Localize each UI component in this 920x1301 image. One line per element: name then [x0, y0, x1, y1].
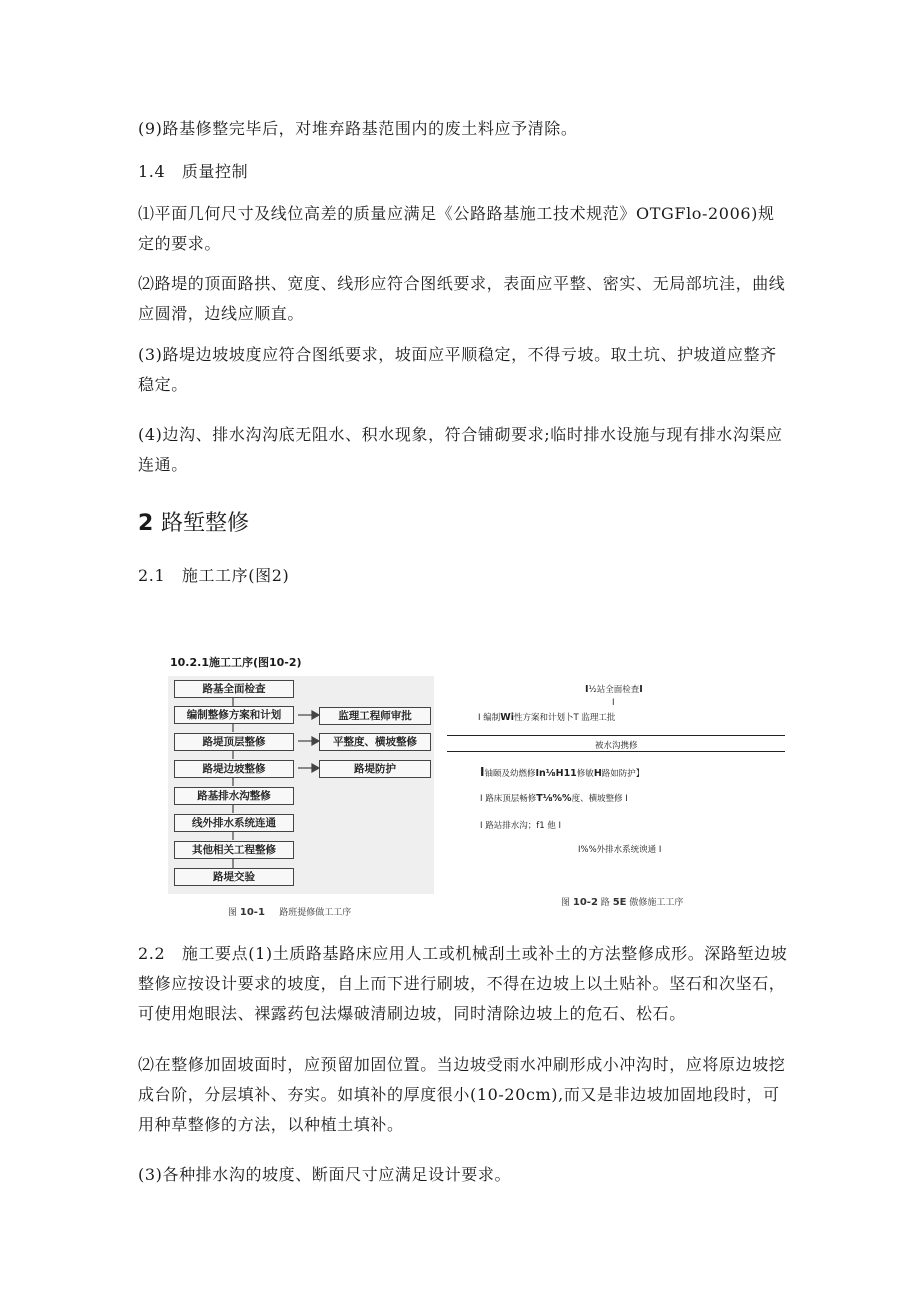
flow-step-6: 线外排水系统连通	[174, 814, 294, 832]
section-title: 路堑整修	[160, 511, 249, 536]
flow-step-8: 路堤交验	[174, 868, 294, 886]
figure-caption-right: 图 10-2 路 5E 傲修施工工序	[561, 897, 684, 908]
right-fig-line-3: I 编制Wi性方案和计划卜T 监理工批	[478, 712, 616, 723]
right-fig-line-1: I½站全面检査I	[585, 684, 643, 695]
flow-step-3: 路堤顶层整修	[174, 733, 294, 751]
paragraph-item-9: (9)路基修整完毕后，对堆弃路基范围内的废土料应予清除。	[138, 119, 578, 138]
flow-step-1: 路基全面检查	[174, 680, 294, 698]
right-fig-line-7: I 路站排水沟；f1 他 I	[480, 821, 562, 831]
flow-step-5: 路基排水沟整修	[174, 787, 294, 805]
flow-step-2: 编制整修方案和计划	[174, 706, 294, 724]
right-fig-rule-bottom	[447, 751, 785, 752]
right-fig-line-8: I%%外排水系统谀通 I	[578, 845, 662, 855]
side-box-protection: 路堤防护	[319, 760, 431, 778]
right-fig-line-4: 被水沟携修	[595, 741, 638, 751]
figure-caption-left: 图 10-1 路班提修做工工序	[228, 907, 352, 918]
right-fig-rule-top	[447, 735, 785, 736]
figure-title: 10.2.1施工工序(图10-2)	[170, 656, 302, 669]
paragraph-quality-1: ⑴平面几何尺寸及线位高差的质量应满足《公路路基施工技术规范》OTGFlo-2006)规定的要求。	[138, 204, 775, 253]
right-fig-line-2: I	[612, 698, 615, 708]
paragraph-quality-2: ⑵路堤的顶面路拱、宽度、线形应符合图纸要求，表面应平整、密实、无局部坑洼，曲线应圆滑，边线应顺直。	[138, 274, 786, 323]
paragraph-drainage: (3)各种排水沟的坡度、断面尺寸应满足设计要求。	[138, 1165, 512, 1184]
paragraph-slope-repair: ⑵在整修加固坡面时，应预留加固位置。当边坡受雨水冲刷形成小冲沟时，应将原边坡挖成台阶，分层填补、夯实。如填补的厚度很小(10-20cm),而又是非边坡加固地段时，可用种草整修的方法，以种植土填补。	[138, 1055, 786, 1134]
flow-step-7: 其他相关工程整修	[174, 841, 294, 859]
paragraph-construction-points: 2.2 施工要点(1)土质路基路床应用人工或机械刮土或补土的方法整修成形。深路堑边坡整修应按设计要求的坡度，自上而下进行刷坡，不得在边坡上以土贴补。坚石和次坚石，可使用炮眼法、裸露药包法爆破清刷边坡，同时清除边坡上的危石、松石。	[138, 944, 788, 1023]
right-fig-line-6: I 路床顶层畅修T⅛%%度、横坡整修 I	[480, 793, 628, 804]
section-number: 2	[138, 511, 154, 536]
right-fig-line-5: I铀颐及幼燃修In⅛H11修敏H路如防护】	[480, 765, 645, 779]
side-box-flatness: 平整度、横坡整修	[319, 733, 431, 751]
sub-heading-2-1: 2.1 施工工序(图2)	[138, 566, 290, 585]
flow-step-4: 路堤边坡整修	[174, 760, 294, 778]
paragraph-quality-4: (4)边沟、排水沟沟底无阻水、积水现象，符合铺砌要求;临时排水设施与现有排水沟渠应连通。	[138, 425, 783, 474]
section-heading-1-4: 1.4 质量控制	[138, 162, 249, 181]
paragraph-quality-3: (3)路堤边坡坡度应符合图纸要求，坡面应平顺稳定，不得亏坡。取土坑、护坡道应整齐稳定。	[138, 345, 777, 394]
side-box-approval: 监理工程师审批	[319, 707, 431, 725]
section-heading	[138, 506, 249, 537]
